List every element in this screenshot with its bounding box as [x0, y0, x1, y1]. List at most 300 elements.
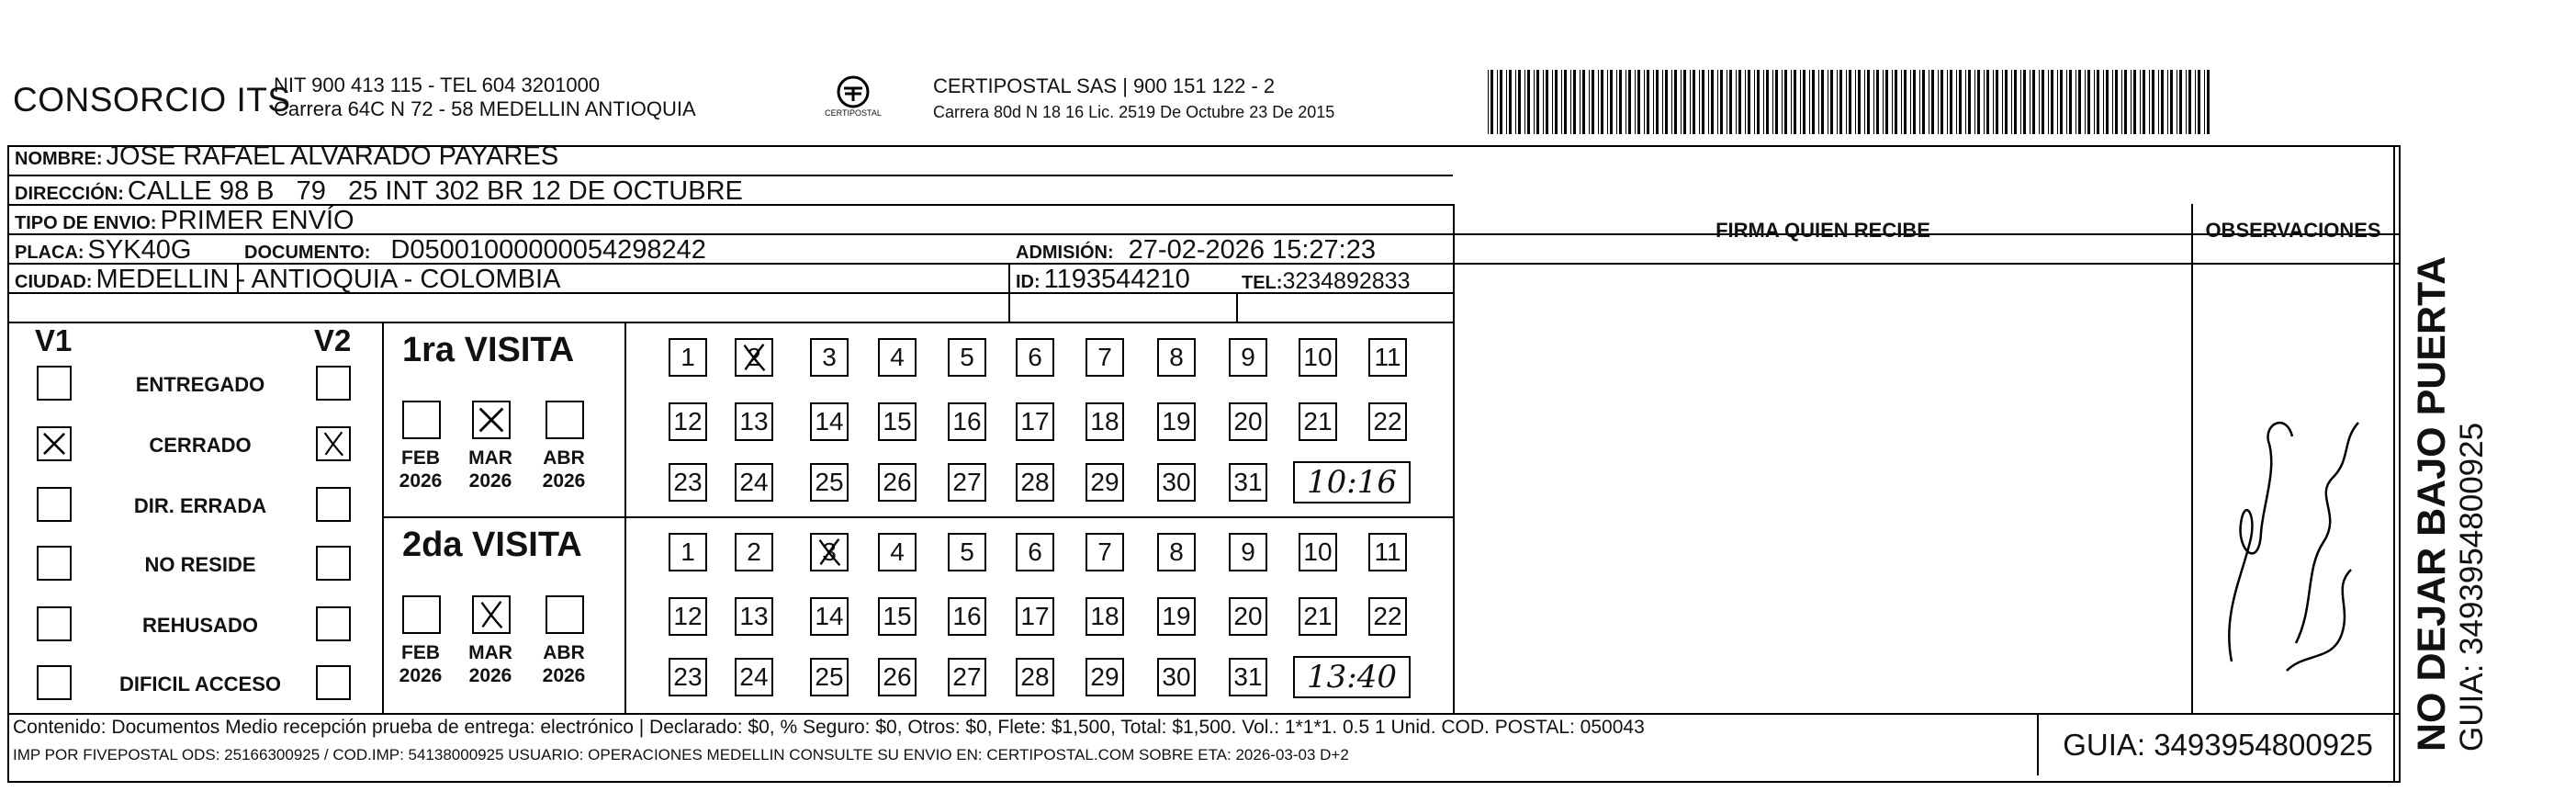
day-box[interactable]: 6: [1016, 338, 1054, 377]
barcode-bar: [2023, 70, 2026, 134]
ciudad-value: MEDELLIN - ANTIOQUIA - COLOMBIA: [96, 265, 561, 294]
certipostal-logo: [812, 72, 894, 127]
month-name: MAR: [468, 642, 512, 663]
day-box[interactable]: 27: [948, 463, 986, 502]
nombre-field: NOMBRE: JOSE RAFAEL ALVARADO PAYARES: [15, 141, 559, 171]
barcode-bar: [1947, 70, 1948, 134]
barcode-bar: [1745, 70, 1746, 134]
day-box[interactable]: 3: [810, 338, 849, 377]
divider: [382, 322, 384, 713]
barcode-bar: [2112, 70, 2113, 134]
barcode-bar: [1993, 70, 1994, 134]
barcode-bar: [1830, 70, 1833, 134]
month-year: 2026: [468, 470, 512, 492]
barcode-bar: [2170, 70, 2173, 134]
month-checkbox[interactable]: [546, 595, 584, 634]
barcode-bar: [1515, 70, 1516, 134]
barcode-bar: [1904, 70, 1907, 134]
barcode-bar: [1883, 70, 1884, 134]
barcode-bar: [1656, 70, 1659, 134]
v1-checkbox[interactable]: [37, 426, 72, 461]
barcode-bar: [2014, 70, 2017, 134]
day-box[interactable]: 9: [1229, 533, 1267, 571]
footer-contents: Contenido: Documentos Medio recepción prueba de entrega: electrónico | Declarado: $0, % Seguro: $0, Otros: $0, Flete: $1,500, Total: $1,500. Vol.: 1*1*1. 0.5 1 Unid. COD. POSTAL: 050043: [13, 717, 1645, 738]
barcode-bar: [2078, 70, 2081, 134]
month-label: [463, 447, 518, 492]
day-box[interactable]: 2: [735, 533, 773, 571]
barcode-bar: [2167, 70, 2168, 134]
divider: [2393, 145, 2395, 783]
barcode-bar: [1766, 70, 1769, 134]
day-box[interactable]: 20: [1229, 597, 1267, 636]
barcode-bar: [1527, 70, 1530, 134]
barcode-bar: [1506, 70, 1507, 134]
day-box[interactable]: 17: [1016, 597, 1054, 636]
barcode-bar: [1573, 70, 1576, 134]
logo-text: CERTIPOSTAL: [825, 108, 882, 118]
barcode-bar: [1497, 70, 1498, 134]
day-box[interactable]: 25: [810, 463, 849, 502]
barcode-bar: [1518, 70, 1521, 134]
id-value: 1193544210: [1043, 265, 1190, 294]
firma-header: FIRMA QUIEN RECIBE: [1715, 219, 1930, 242]
barcode-bar: [1619, 70, 1622, 134]
barcode-bar: [1984, 70, 1985, 134]
barcode-bar: [1598, 70, 1599, 134]
nombre-value: JOSE RAFAEL ALVARADO PAYARES: [106, 141, 559, 171]
barcode-bar: [1665, 70, 1668, 134]
barcode-bar: [2103, 70, 2104, 134]
barcode-bar: [2131, 70, 2132, 134]
day-box[interactable]: 27: [948, 658, 986, 696]
barcode-bar: [1653, 70, 1654, 134]
month-checkbox[interactable]: [402, 595, 441, 634]
barcode-bar: [1931, 70, 1934, 134]
barcode-bar: [1555, 70, 1558, 134]
barcode-bar: [2097, 70, 2099, 134]
day-box[interactable]: 1: [669, 338, 707, 377]
divider: [7, 322, 1453, 323]
day-box[interactable]: 15: [878, 402, 917, 441]
month-name: ABR: [543, 447, 585, 469]
barcode-bar: [1738, 70, 1741, 134]
barcode-bar: [1524, 70, 1525, 134]
barcode-bar: [1846, 70, 1847, 134]
barcode-bar: [1895, 70, 1897, 134]
barcode-bar: [2042, 70, 2044, 134]
tipo-value: PRIMER ENVÍO: [160, 206, 354, 235]
barcode-bar: [1736, 70, 1737, 134]
month-name: ABR: [543, 642, 585, 663]
barcode-bar: [1625, 70, 1626, 134]
barcode-bar: [1647, 70, 1649, 134]
day-box[interactable]: 12: [669, 597, 707, 636]
barcode-bar: [1681, 70, 1682, 134]
barcode-bar: [1490, 70, 1493, 134]
barcode-bar: [1582, 70, 1585, 134]
v2-checkbox[interactable]: [316, 546, 351, 581]
admision-value: 27-02-2026 15:27:23: [1128, 235, 1376, 265]
barcode-bar: [1536, 70, 1539, 134]
barcode-bar: [2161, 70, 2164, 134]
barcode-bar: [1720, 70, 1723, 134]
barcode-bar: [1552, 70, 1553, 134]
month-name: MAR: [468, 447, 512, 469]
company-name: CONSORCIO ITS: [13, 81, 291, 119]
barcode-bar: [2005, 70, 2008, 134]
barcode-bar: [1873, 70, 1874, 134]
barcode-bar: [1509, 70, 1512, 134]
barcode-bar: [1729, 70, 1732, 134]
barcode-bar: [1775, 70, 1778, 134]
barcode-bar: [2085, 70, 2086, 134]
barcode-bar: [1839, 70, 1842, 134]
divider: [1453, 204, 1455, 713]
day-box[interactable]: 6: [1016, 533, 1054, 571]
month-year: 2026: [399, 470, 443, 492]
barcode-bar: [1956, 70, 1957, 134]
day-box[interactable]: 19: [1157, 597, 1196, 636]
day-box[interactable]: [810, 533, 849, 571]
barcode-bar: [1708, 70, 1709, 134]
barcode-bar: [2087, 70, 2090, 134]
day-box[interactable]: 7: [1086, 338, 1124, 377]
barcode-bar: [1616, 70, 1617, 134]
ciudad-field: CIUDAD: MEDELLIN - ANTIOQUIA - COLOMBIA: [15, 265, 561, 294]
barcode-bar: [1986, 70, 1989, 134]
barcode-bar: [1763, 70, 1764, 134]
barcode-bar: [2002, 70, 2003, 134]
guia-box: GUIA: 3493954800925: [2037, 715, 2397, 775]
footer-print-info: IMP POR FIVEPOSTAL ODS: 25166300925 / COD.IMP: 54138000925 USUARIO: OPERACIONES MEDELLIN CONSULTE SU ENVIO EN: CERTIPOSTAL.COM SOBRE ETA: 2026-03-03 D+2: [13, 746, 1349, 763]
barcode-bar: [2060, 70, 2063, 134]
day-box[interactable]: [735, 338, 773, 377]
day-box[interactable]: 29: [1086, 463, 1124, 502]
month-checkbox[interactable]: [472, 401, 511, 439]
v2-checkbox[interactable]: [316, 665, 351, 700]
divider: [382, 516, 1453, 518]
barcode-bar: [1959, 70, 1962, 134]
barcode-bar: [1601, 70, 1603, 134]
day-box[interactable]: 11: [1368, 338, 1407, 377]
day-box[interactable]: 28: [1016, 463, 1054, 502]
barcode-bar: [1644, 70, 1645, 134]
month-checkbox[interactable]: [402, 401, 441, 439]
barcode-bar: [1794, 70, 1796, 134]
barcode-bar: [1690, 70, 1691, 134]
barcode-bar: [1628, 70, 1631, 134]
day-box[interactable]: 15: [878, 597, 917, 636]
barcode-bar: [1876, 70, 1879, 134]
barcode-bar: [1570, 70, 1571, 134]
v1-checkbox[interactable]: [37, 546, 72, 581]
barcode-bar: [1885, 70, 1888, 134]
day-number: 2: [747, 343, 761, 371]
month-year: 2026: [468, 665, 512, 686]
barcode-bar: [1901, 70, 1902, 134]
barcode-bar: [2195, 70, 2196, 134]
day-number: 3: [822, 537, 837, 566]
day-box[interactable]: 22: [1368, 402, 1407, 441]
barcode-bar: [1803, 70, 1805, 134]
month-name: FEB: [401, 642, 440, 663]
day-box[interactable]: 8: [1157, 338, 1196, 377]
day-box[interactable]: 17: [1016, 402, 1054, 441]
day-box[interactable]: 16: [948, 402, 986, 441]
day-box[interactable]: 14: [810, 402, 849, 441]
barcode-bar: [2106, 70, 2109, 134]
month-checkbox[interactable]: [472, 595, 511, 634]
v2-checkbox[interactable]: [316, 606, 351, 641]
barcode-bar: [1592, 70, 1594, 134]
barcode-bar: [1711, 70, 1714, 134]
barcode-bar: [1607, 70, 1608, 134]
barcode-bar: [1693, 70, 1695, 134]
day-box[interactable]: 29: [1086, 658, 1124, 696]
nit-line: NIT 900 413 115 - TEL 604 3201000: [274, 74, 601, 96]
barcode-bar: [1564, 70, 1567, 134]
barcode-bar: [1500, 70, 1502, 134]
visit-title: 2da VISITA: [402, 526, 582, 564]
barcode-bar: [2115, 70, 2118, 134]
barcode-bar: [1662, 70, 1663, 134]
tipo-field: TIPO DE ENVIO: PRIMER ENVÍO: [15, 206, 354, 235]
placa-field: PLACA: SYK40G: [15, 235, 192, 265]
barcode-bar: [1821, 70, 1824, 134]
day-box[interactable]: 31: [1229, 463, 1267, 502]
day-box[interactable]: 10: [1299, 533, 1337, 571]
day-box[interactable]: 11: [1368, 533, 1407, 571]
v2-checkbox[interactable]: [316, 426, 351, 461]
barcode-bar: [2207, 70, 2210, 134]
month-name: FEB: [401, 447, 440, 469]
day-box[interactable]: 26: [878, 658, 917, 696]
barcode-bar: [2039, 70, 2040, 134]
barcode-bar: [1671, 70, 1672, 134]
barcode-bar: [1546, 70, 1548, 134]
divider: [1236, 292, 1238, 322]
barcode-bar: [1561, 70, 1562, 134]
day-box[interactable]: 21: [1299, 597, 1337, 636]
divider: [624, 322, 626, 713]
barcode-bar: [2140, 70, 2141, 134]
tel-value: 3234892833: [1282, 268, 1411, 294]
barcode-bar: [2020, 70, 2021, 134]
visit-time: 13:40: [1293, 656, 1411, 698]
v1-checkbox[interactable]: [37, 606, 72, 641]
month-label: [393, 641, 448, 687]
status-option-label: NO RESIDE: [144, 553, 256, 576]
day-box[interactable]: 12: [669, 402, 707, 441]
barcode-bar: [2179, 70, 2182, 134]
barcode-bar: [1913, 70, 1916, 134]
day-box[interactable]: 5: [948, 338, 986, 377]
v2-checkbox[interactable]: [316, 366, 351, 401]
barcode-bar: [2057, 70, 2058, 134]
day-box[interactable]: 8: [1157, 533, 1196, 571]
barcode-bar: [2121, 70, 2122, 134]
month-label: [536, 447, 591, 492]
day-box[interactable]: 24: [735, 463, 773, 502]
status-option-label: DIFICIL ACCESO: [118, 673, 281, 696]
barcode-bar: [2198, 70, 2200, 134]
barcode-bar: [2133, 70, 2136, 134]
barcode-bar: [1968, 70, 1971, 134]
barcode-bar: [1589, 70, 1590, 134]
day-box[interactable]: 19: [1157, 402, 1196, 441]
day-box[interactable]: 31: [1229, 658, 1267, 696]
barcode-bar: [1534, 70, 1535, 134]
cert-line2: Carrera 80d N 18 16 Lic. 2519 De Octubre 23 De 2015: [933, 103, 1335, 121]
tel-field: TEL:3234892833: [1242, 268, 1411, 294]
barcode-bar: [1757, 70, 1760, 134]
observaciones-header: OBSERVACIONES: [2205, 219, 2381, 242]
v2-label: V2: [314, 323, 352, 357]
barcode-bar: [1702, 70, 1704, 134]
barcode-bar: [2011, 70, 2012, 134]
barcode-bar: [1996, 70, 1998, 134]
day-box[interactable]: 9: [1229, 338, 1267, 377]
month-year: 2026: [542, 470, 586, 492]
handwritten-signature: [2204, 386, 2388, 680]
barcode-bar: [1543, 70, 1544, 134]
day-box[interactable]: 22: [1368, 597, 1407, 636]
day-box[interactable]: 7: [1086, 533, 1124, 571]
day-box[interactable]: 24: [735, 658, 773, 696]
barcode-bar: [2124, 70, 2127, 134]
barcode-bar: [1674, 70, 1677, 134]
certipostal-info: [933, 74, 1334, 125]
day-box[interactable]: 14: [810, 597, 849, 636]
month-label: [393, 447, 448, 492]
day-box[interactable]: 23: [669, 463, 707, 502]
status-option-label: ENTREGADO: [135, 373, 265, 396]
barcode-bar: [1837, 70, 1838, 134]
month-year: 2026: [399, 665, 443, 686]
day-box[interactable]: 28: [1016, 658, 1054, 696]
barcode-bar: [2075, 70, 2076, 134]
barcode-bar: [1610, 70, 1613, 134]
month-year: 2026: [542, 665, 586, 686]
visit-title: 1ra VISITA: [402, 331, 575, 369]
divider: [2191, 204, 2193, 713]
day-box[interactable]: 18: [1086, 402, 1124, 441]
day-box[interactable]: 16: [948, 597, 986, 636]
status-option-label: DIR. ERRADA: [133, 494, 267, 517]
day-box[interactable]: 30: [1157, 463, 1196, 502]
barcode-bar: [2051, 70, 2053, 134]
barcode-bar: [1950, 70, 1952, 134]
barcode-bar: [1748, 70, 1750, 134]
day-box[interactable]: 23: [669, 658, 707, 696]
v1-checkbox[interactable]: [37, 487, 72, 522]
day-box[interactable]: 30: [1157, 658, 1196, 696]
v1-label: V1: [35, 323, 73, 357]
barcode-bar: [1809, 70, 1810, 134]
barcode-bar: [1635, 70, 1636, 134]
barcode-bar: [1488, 70, 1489, 134]
barcode-bar: [1812, 70, 1815, 134]
day-box[interactable]: 13: [735, 402, 773, 441]
barcode-bar: [2032, 70, 2035, 134]
barcode-bar: [1919, 70, 1920, 134]
side-notice: [2410, 256, 2491, 752]
day-box[interactable]: 13: [735, 597, 773, 636]
day-box[interactable]: 1: [669, 533, 707, 571]
barcode-bar: [2069, 70, 2072, 134]
v1-checkbox[interactable]: [37, 665, 72, 700]
barcode-bar: [1977, 70, 1980, 134]
barcode-bar: [1699, 70, 1700, 134]
direccion-field: DIRECCIÓN: CALLE 98 B 79 25 INT 302 BR 12 DE OCTUBRE: [15, 176, 743, 206]
barcode-bar: [1818, 70, 1819, 134]
day-box[interactable]: 18: [1086, 597, 1124, 636]
barcode-bar: [2158, 70, 2159, 134]
day-box[interactable]: 4: [878, 533, 917, 571]
barcode-bar: [1938, 70, 1939, 134]
side-guia: GUIA: 3493954800925: [2454, 422, 2490, 752]
barcode-bar: [1791, 70, 1792, 134]
placa-value: SYK40G: [87, 235, 192, 265]
barcode-bar: [2188, 70, 2191, 134]
day-box[interactable]: 21: [1299, 402, 1337, 441]
direccion-value: CALLE 98 B 79 25 INT 302 BR 12 DE OCTUBRE: [127, 176, 743, 206]
barcode-bar: [2048, 70, 2049, 134]
barcode-bar: [1867, 70, 1870, 134]
barcode-bar: [1864, 70, 1865, 134]
barcode-bar: [1858, 70, 1861, 134]
barcode-bar: [1717, 70, 1718, 134]
admision-field: ADMISIÓN: 27-02-2026 15:27:23: [1016, 235, 1376, 265]
day-box[interactable]: 20: [1229, 402, 1267, 441]
day-box[interactable]: 4: [878, 338, 917, 377]
barcode-bar: [2186, 70, 2187, 134]
barcode-bar: [1974, 70, 1975, 134]
barcode-bar: [1784, 70, 1787, 134]
barcode-bar: [1910, 70, 1911, 134]
documento-field: DOCUMENTO: D05001000000054298242: [244, 235, 706, 265]
cert-line1: CERTIPOSTAL SAS | 900 151 122 - 2: [933, 74, 1276, 97]
barcode-bar: [1772, 70, 1773, 134]
barcode-bar: [1922, 70, 1925, 134]
status-option-label: CERRADO: [149, 434, 252, 457]
barcode-bar: [2204, 70, 2205, 134]
day-box[interactable]: 26: [878, 463, 917, 502]
id-field: ID: 1193544210: [1016, 265, 1190, 294]
no-dejar-bajo-puerta: NO DEJAR BAJO PUERTA: [2410, 255, 2454, 752]
barcode-bar: [2152, 70, 2154, 134]
barcode: [1488, 70, 2215, 134]
barcode-bar: [2143, 70, 2145, 134]
barcode-bar: [1849, 70, 1851, 134]
status-option-label: REHUSADO: [142, 614, 258, 637]
documento-value: D05001000000054298242: [390, 235, 706, 265]
barcode-bar: [1637, 70, 1640, 134]
barcode-bar: [1782, 70, 1783, 134]
barcode-bar: [1800, 70, 1801, 134]
barcode-bar: [2149, 70, 2150, 134]
day-box[interactable]: 25: [810, 658, 849, 696]
barcode-bar: [1940, 70, 1943, 134]
barcode-bar: [1754, 70, 1755, 134]
v1-checkbox[interactable]: [37, 366, 72, 401]
divider: [1008, 263, 1010, 322]
v2-checkbox[interactable]: [316, 487, 351, 522]
barcode-bar: [2094, 70, 2095, 134]
month-checkbox[interactable]: [546, 401, 584, 439]
day-box[interactable]: 10: [1299, 338, 1337, 377]
day-box[interactable]: 5: [948, 533, 986, 571]
